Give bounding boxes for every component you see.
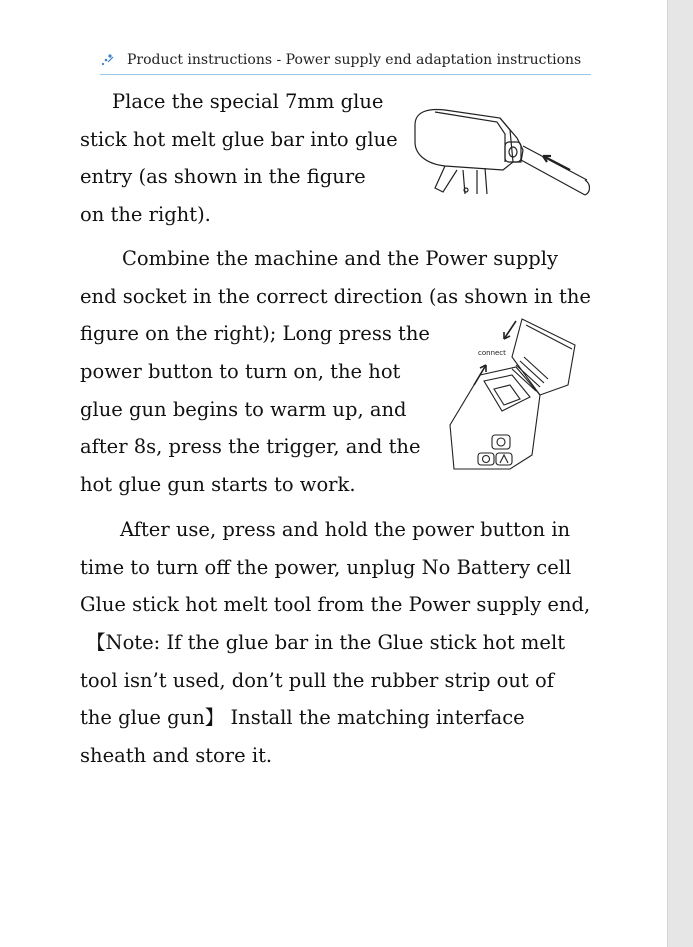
glue-gun-connect-battery-illustration	[440, 315, 580, 475]
text-line: 【Note: If the glue bar in the Glue stick hot melt	[86, 631, 566, 655]
text-line: Place the special 7mm glue	[112, 90, 384, 113]
text-line: time to turn off the power, unplug No Battery cell	[80, 555, 572, 579]
text-line: Combine the machine and the Power supply	[122, 247, 559, 270]
text-line: entry (as shown in the figure	[80, 165, 366, 189]
scrollbar[interactable]	[667, 0, 693, 947]
text-line: After use, press and hold the power button in	[120, 518, 571, 541]
text-line: sheath and store it.	[80, 744, 273, 768]
text-line: the glue gun】 Install the matching interface	[80, 706, 525, 730]
sparkle-icon	[100, 52, 116, 68]
text-line: figure on the right); Long press the	[80, 322, 430, 346]
text-line: glue gun begins to warm up, and	[80, 397, 407, 421]
text-line: tool isn’t used, don’t pull the rubber strip out of	[80, 668, 554, 692]
text-line: hot glue gun starts to work.	[80, 473, 356, 497]
page-header	[100, 50, 591, 75]
text-line: Glue stick hot melt tool from the Power supply end,	[80, 593, 591, 617]
text-line: after 8s, press the trigger, and the	[80, 435, 421, 459]
glue-gun-insert-stick-illustration	[405, 100, 590, 200]
text-line: stick hot melt glue bar into glue	[80, 127, 398, 151]
text-line: on the right).	[80, 203, 211, 227]
header-title: Product instructions - Power supply end adaptation instructions	[127, 52, 582, 68]
text-line: end socket in the correct direction (as shown in the	[80, 284, 591, 308]
connect-label: connect	[478, 349, 506, 357]
paragraph-after-use	[80, 511, 590, 775]
text-line: power button to turn on, the hot	[80, 360, 401, 384]
paragraph-glue-entry	[80, 83, 398, 234]
